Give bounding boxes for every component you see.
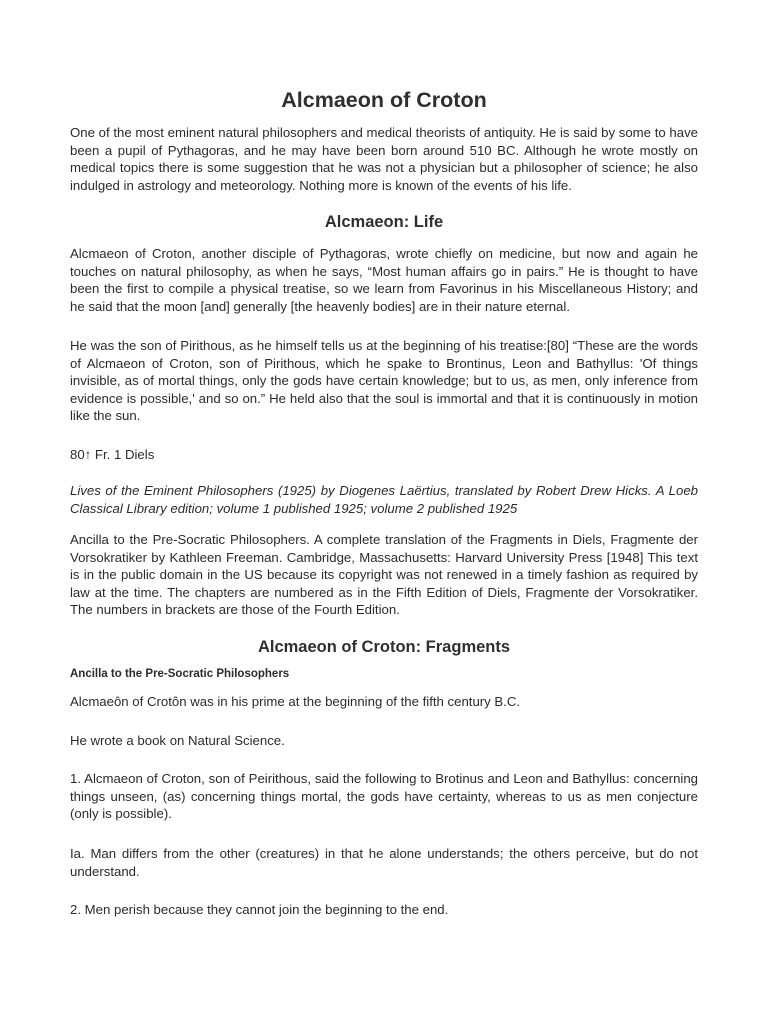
ancilla-paragraph: Ancilla to the Pre-Socratic Philosophers. A complete translation of the Fragments in Diels, Fragmente der Vorsokratiker by Kathleen Freeman. Cambridge, Massachusetts: Harvard University Press [1948] This text is in the public domain in the US because its copyright was not renewed in a timely fashion as required by law at the time. The chapters are numbered as in the Fifth Edition of Diels, Fragmente der Vorsokratiker. The numbers in brackets are those of the Fourth Edition. xyxy=(70,532,698,618)
life-paragraph-1: Alcmaeon of Croton, another disciple of Pythagoras, wrote chiefly on medicine, but now and again he touches on natural philosophy, as when he says, “Most human affairs go in pairs.” He is thought to have been the first to compile a physical treatise, so we learn from Favorinus in his Miscellaneous History; and he said that the moon [and] generally [the heavenly bodies] are in their nature eternal. xyxy=(70,246,698,314)
fragment-2: 2. Men perish because they cannot join the beginning to the end. xyxy=(70,902,449,917)
footnote: 80↑ Fr. 1 Diels xyxy=(70,447,155,462)
fragment-book: He wrote a book on Natural Science. xyxy=(70,733,285,748)
fragments-subheading: Ancilla to the Pre-Socratic Philosophers xyxy=(70,668,290,680)
fragment-prime: Alcmaeôn of Crotôn was in his prime at the beginning of the fifth century B.C. xyxy=(70,694,521,709)
life-heading: Alcmaeon: Life xyxy=(324,213,444,231)
life-paragraph-2: He was the son of Pirithous, as he himself tells us at the beginning of his treatise:[80] “These are the words of Alcmaeon of Croton, son of Pirithous, which he spake to Brontinus, Leon and Bathyllus: 'Of things invisible, as of mortal things, only the gods have certain knowledge; but to us, as men, only inference from evidence is possible,' and so on.” He held also that the soul is immortal and that it is continuously in motion like the sun. xyxy=(70,338,698,424)
page-title: Alcmaeon of Croton xyxy=(281,88,487,112)
intro-paragraph: One of the most eminent natural philosophers and medical theorists of antiquity. He is said by some to have been a pupil of Pythagoras, and he may have been born around 510 BC. Although he wrote mostly on medical topics there is some suggestion that he was not a physician but a philosopher of science; he also indulged in astrology and meteorology. Nothing more is known of the events of his life. xyxy=(70,125,698,193)
fragment-1a: Ia. Man differs from the other (creatures) in that he alone understands; the others perceive, but do not understand. xyxy=(70,846,698,879)
source-citation: Lives of the Eminent Philosophers (1925) by Diogenes Laërtius, translated by Robert Drew Hicks. A Loeb Classical Library edition; volume 1 published 1925; volume 2 published 1925 xyxy=(70,483,698,516)
fragment-1: 1. Alcmaeon of Croton, son of Peirithous, said the following to Brotinus and Leon and Bathyllus: concerning things unseen, (as) concerning things mortal, the gods have certainty, whereas to us as men conjecture (only is possible). xyxy=(70,771,698,822)
fragments-heading: Alcmaeon of Croton: Fragments xyxy=(257,638,511,656)
